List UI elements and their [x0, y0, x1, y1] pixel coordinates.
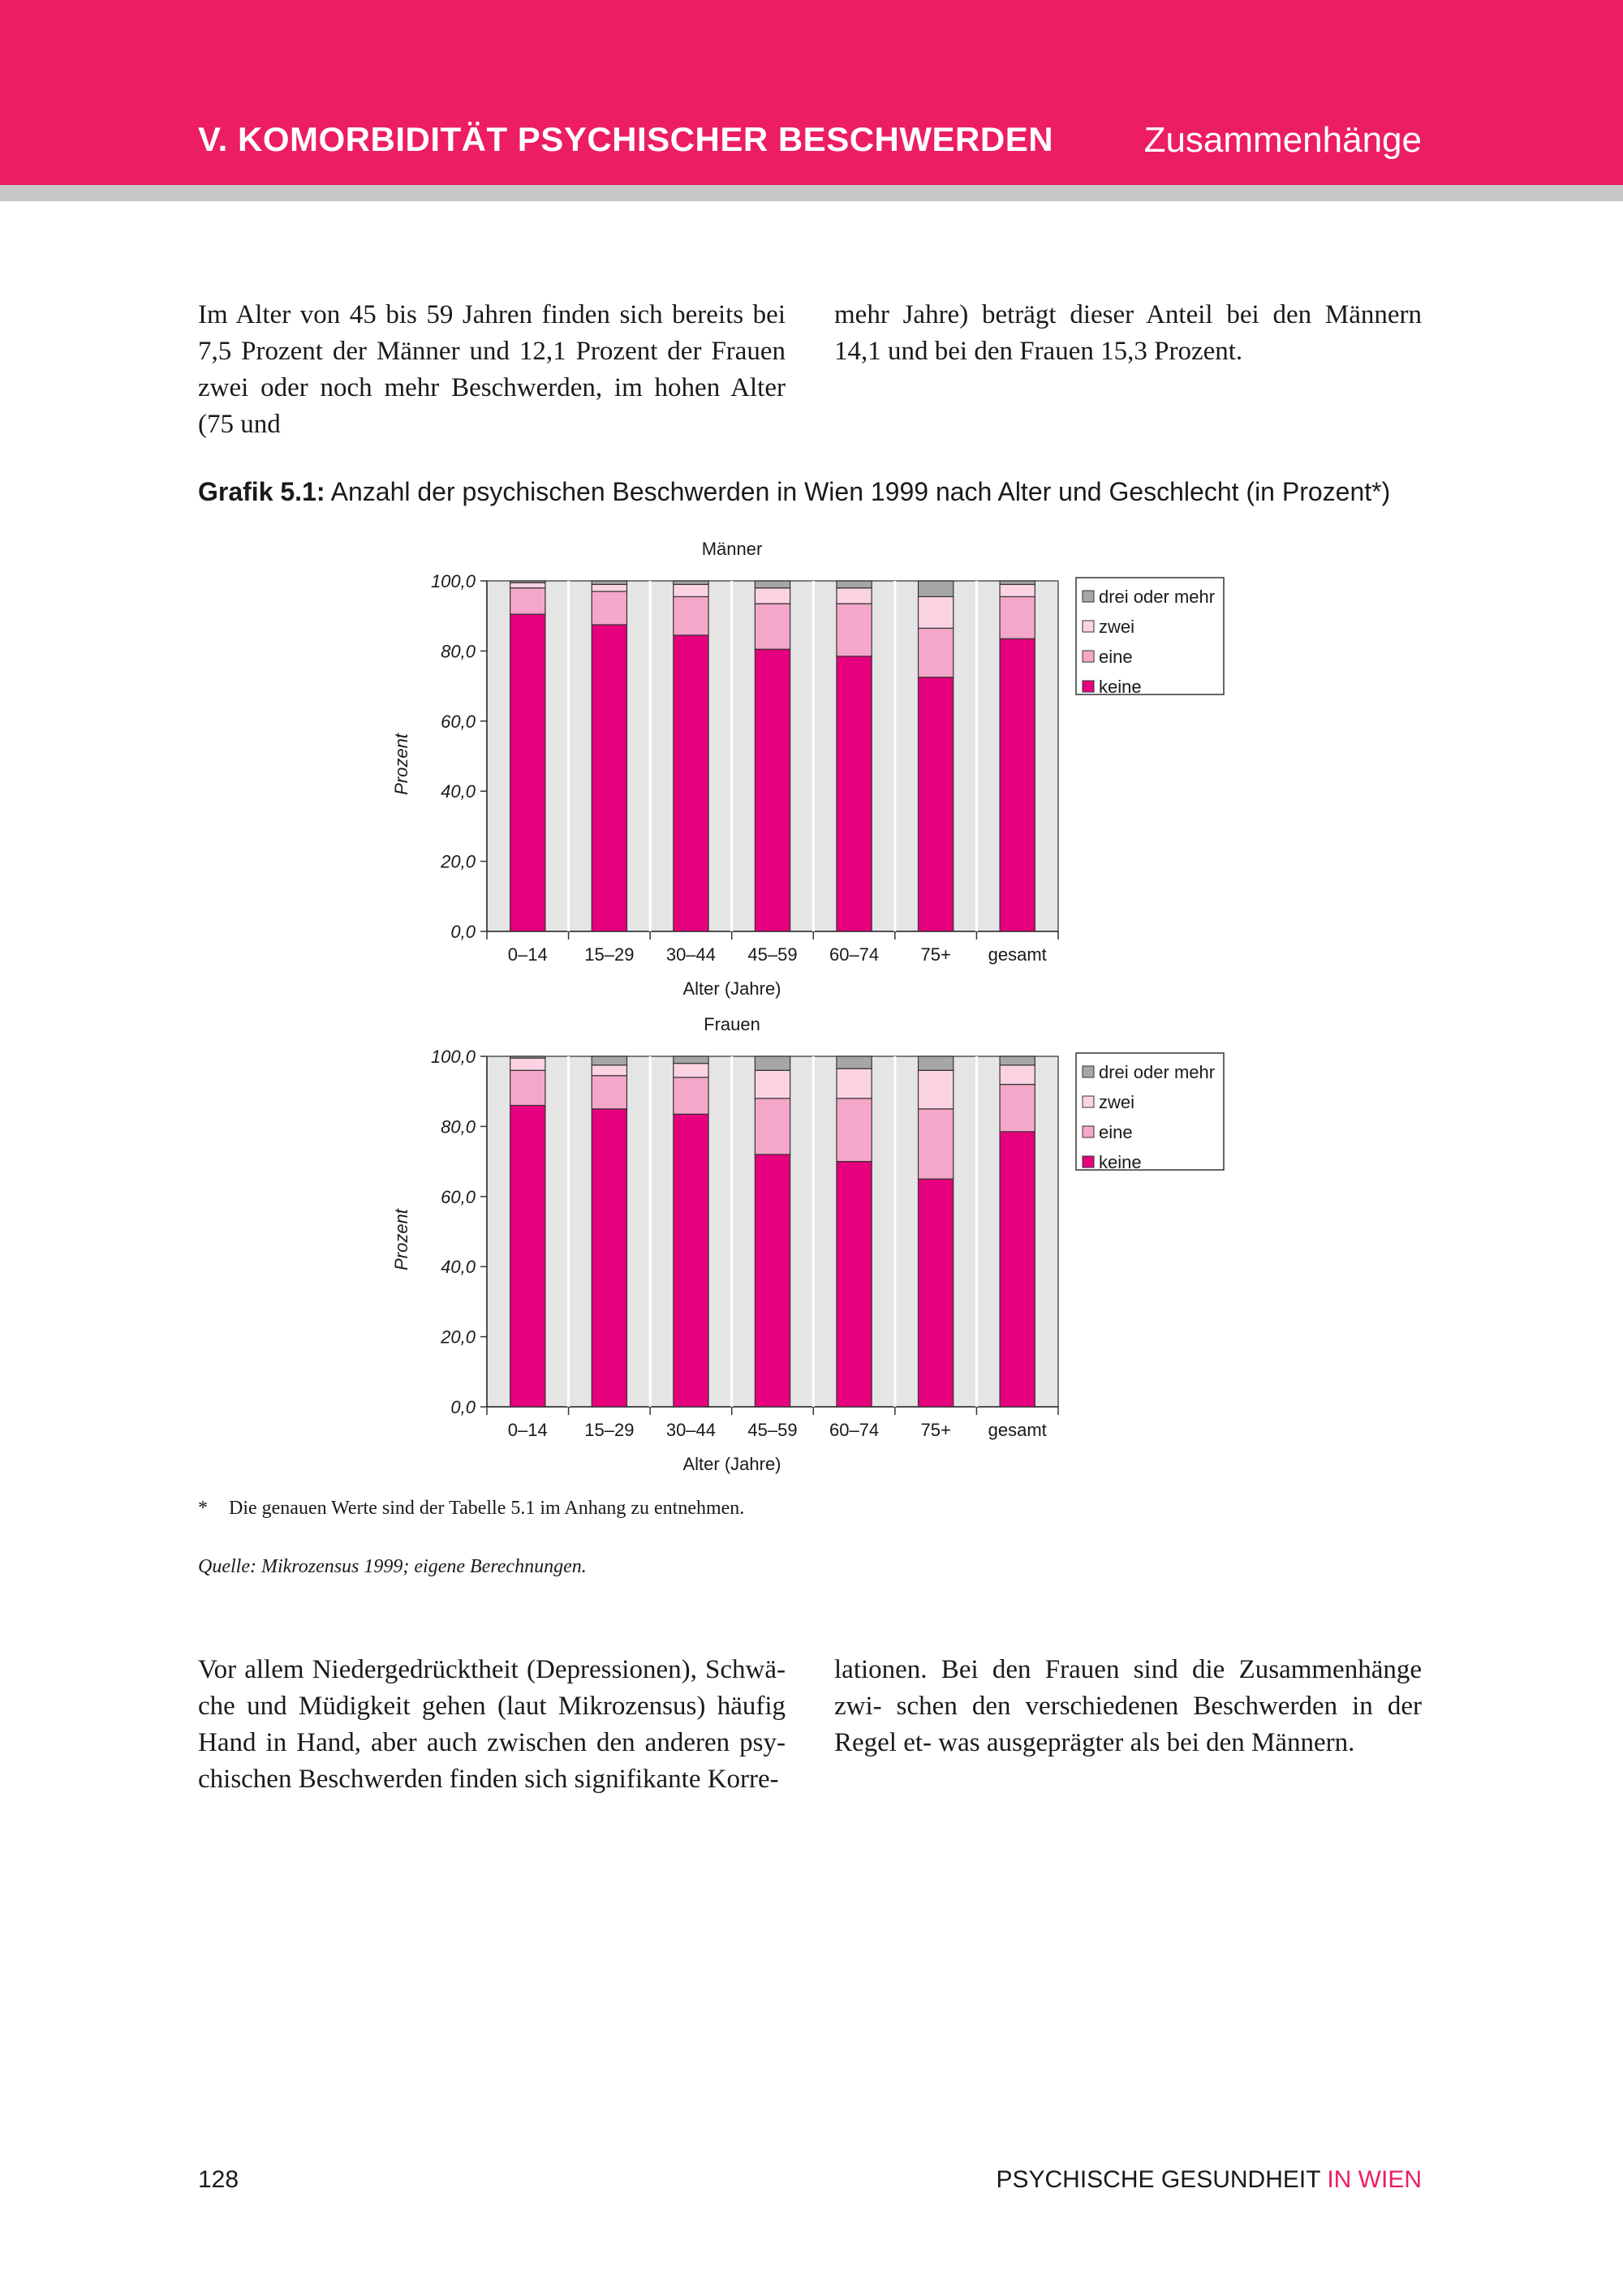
chart-1-bar-keine-6	[1000, 1132, 1035, 1407]
chart-1-bar-drei-oder-mehr-5	[919, 1056, 954, 1070]
chart-0-bar-zwei-1	[592, 584, 626, 591]
chart-1-bar-keine-0	[510, 1105, 545, 1407]
section-title: Zusammenhänge	[1143, 120, 1422, 160]
chart-1-bar-drei-oder-mehr-3	[755, 1056, 790, 1070]
chart-1-legend-label-0: drei oder mehr	[1099, 1062, 1216, 1082]
chart-1-bar-zwei-6	[1000, 1065, 1035, 1085]
chart-1-bar-keine-3	[755, 1154, 790, 1407]
chart-1-x-tick-label: gesamt	[988, 1420, 1047, 1440]
chart-1-bar-eine-1	[592, 1076, 626, 1109]
chart-1-bar-zwei-4	[837, 1068, 872, 1099]
chart-0-x-axis-label: Alter (Jahre)	[682, 978, 781, 999]
chart-1-bar-drei-oder-mehr-0	[510, 1056, 545, 1058]
chart-0-bar-drei-oder-mehr-4	[837, 581, 872, 588]
chart-1-bar-zwei-1	[592, 1065, 626, 1076]
closing-text-left: Vor allem Niedergedrücktheit (Depressionen), Schwä- che und Müdigkeit gehen (laut Mikrozensus) häufig Hand in Hand, aber auch zwischen den anderen psy- chischen Beschwerden finden sich signifikante Korre-	[198, 1655, 786, 1794]
chart-0-bar-zwei-0	[510, 583, 545, 587]
chart-0-bar-eine-2	[674, 596, 708, 635]
chart-0-x-tick-label: 30–44	[665, 944, 717, 965]
chart-1-legend-swatch-0	[1083, 1066, 1094, 1077]
chart-1-bar-keine-2	[674, 1114, 708, 1407]
chart-1-bar-drei-oder-mehr-4	[837, 1056, 872, 1068]
chart-1-bar-eine-0	[510, 1070, 545, 1105]
chart-1-x-tick-label: 60–74	[829, 1420, 880, 1440]
chart-1-y-tick-label: 100,0	[430, 1047, 476, 1067]
chart-0-bar-eine-6	[1000, 596, 1035, 638]
chart-1-title: Frauen	[704, 1014, 760, 1034]
chart-0-bar-drei-oder-mehr-0	[510, 581, 545, 583]
chapter-title: V. KOMORBIDITÄT PSYCHISCHER BESCHWERDEN	[198, 120, 1054, 158]
chart-1-y-axis-label: Prozent	[391, 1209, 411, 1271]
figure-title: Anzahl der psychischen Beschwerden in Wien 1999 nach Alter und Geschlecht (in Prozent*)	[330, 477, 1391, 506]
chart-0-bar-eine-3	[755, 604, 790, 649]
chart-1-bar-drei-oder-mehr-2	[674, 1056, 708, 1064]
chart-1-legend-label-2: eine	[1099, 1122, 1133, 1142]
chart-1-bar-keine-5	[919, 1179, 954, 1407]
chart-1-bar-eine-6	[1000, 1085, 1035, 1132]
chart-1-legend-label-1: zwei	[1099, 1092, 1135, 1112]
chart-0-title: Männer	[701, 539, 763, 559]
chart-0-legend-swatch-3	[1083, 681, 1094, 692]
chart-0-bar-eine-5	[919, 628, 954, 677]
chart-0-x-tick-label: 45–59	[747, 944, 798, 965]
chart-1-bar-zwei-2	[674, 1064, 708, 1077]
chart-0-y-tick-label: 80,0	[441, 641, 476, 662]
chart-0-y-tick-label: 100,0	[430, 571, 476, 591]
chart-0-x-tick-label: gesamt	[988, 944, 1047, 965]
closing-text-right: lationen. Bei den Frauen sind die Zusammenhänge zwi- schen den verschiedenen Beschwerden in der Regel et- was ausgeprägter als bei den Männern.	[834, 1655, 1422, 1757]
chart-1-x-tick-label: 45–59	[747, 1420, 798, 1440]
chart-0-bar-keine-3	[755, 649, 790, 931]
chart-1-bar-eine-5	[919, 1109, 954, 1179]
chart-1-y-tick-label: 0,0	[450, 1397, 476, 1417]
chart-1-bar-keine-1	[592, 1109, 626, 1407]
chart-1-x-tick-label: 30–44	[665, 1420, 717, 1440]
chart-1-x-tick-label: 0–14	[507, 1420, 548, 1440]
chart-1-x-tick-label: 15–29	[584, 1420, 635, 1440]
chart-0-bar-keine-2	[674, 635, 708, 931]
chart-1-y-tick-label: 20,0	[441, 1326, 476, 1348]
footnote-mark: *	[198, 1498, 208, 1519]
chart-0-bar-drei-oder-mehr-2	[674, 581, 708, 584]
chart-0-bar-keine-4	[837, 656, 872, 931]
intro-text-left: Im Alter von 45 bis 59 Jahren finden sich bereits bei 7,5 Prozent der Männer und 12,1 Prozent der Frauen zwei oder noch mehr Beschwerden, im hohen Alter (75 und	[198, 300, 786, 439]
chart-0-bar-eine-4	[837, 604, 872, 656]
chart-0-legend-label-0: drei oder mehr	[1099, 587, 1216, 607]
page-number: 128	[198, 2166, 239, 2193]
figure-source: Quelle: Mikrozensus 1999; eigene Berechnungen.	[198, 1556, 587, 1577]
chart-0-legend-swatch-0	[1083, 591, 1094, 602]
chart-0-y-tick-label: 40,0	[441, 781, 476, 802]
chart-1-legend-swatch-1	[1083, 1096, 1094, 1107]
chart-0-legend-label-1: zwei	[1099, 617, 1135, 637]
chart-1-bar-zwei-3	[755, 1070, 790, 1099]
chart-0-x-tick-label: 60–74	[829, 944, 880, 965]
chart-0-y-tick-label: 0,0	[450, 922, 476, 942]
chart-0-y-tick-label: 20,0	[441, 851, 476, 872]
chart-0-bar-drei-oder-mehr-1	[592, 581, 626, 584]
chart-1-bar-eine-3	[755, 1099, 790, 1154]
intro-text-right: mehr Jahre) beträgt dieser Anteil bei den Männern 14,1 und bei den Frauen 15,3 Prozent.	[834, 300, 1422, 366]
chart-0-y-tick-label: 60,0	[441, 711, 476, 732]
chart-1-bar-eine-4	[837, 1099, 872, 1162]
chart-1-bar-zwei-0	[510, 1058, 545, 1070]
chart-0-x-tick-label: 75+	[920, 944, 951, 965]
chart-0-bar-zwei-4	[837, 588, 872, 604]
chart-1-bar-drei-oder-mehr-1	[592, 1056, 626, 1065]
chart-0-bar-keine-0	[510, 614, 545, 931]
chart-0-bar-keine-6	[1000, 638, 1035, 931]
chart-0-bar-eine-1	[592, 591, 626, 625]
chart-1-bar-zwei-5	[919, 1070, 954, 1109]
chart-1-y-tick-label: 80,0	[441, 1116, 476, 1137]
footer-publication-title	[996, 2166, 1422, 2194]
chart-0-x-tick-label: 0–14	[507, 944, 548, 965]
chart-0-bar-zwei-2	[674, 584, 708, 596]
chart-0-legend-swatch-1	[1083, 621, 1094, 632]
chart-1-bar-drei-oder-mehr-6	[1000, 1056, 1035, 1065]
chart-1-y-tick-label: 60,0	[441, 1186, 476, 1207]
chart-0-legend-swatch-2	[1083, 651, 1094, 662]
chart-0-bar-eine-0	[510, 588, 545, 614]
chart-0-x-tick-label: 15–29	[584, 944, 635, 965]
chart-0-bar-zwei-6	[1000, 584, 1035, 596]
footer-title-accent: IN WIEN	[1327, 2166, 1422, 2193]
chart-0-legend-label-3: keine	[1099, 677, 1142, 697]
figure-label: Grafik 5.1:	[198, 477, 325, 506]
chart-0-bar-keine-1	[592, 625, 626, 931]
chart-0-bar-drei-oder-mehr-6	[1000, 581, 1035, 584]
chart-1-legend-swatch-2	[1083, 1126, 1094, 1137]
chart-1-x-axis-label: Alter (Jahre)	[682, 1454, 781, 1474]
chart-1-bar-eine-2	[674, 1077, 708, 1114]
figure-footnote	[198, 1498, 744, 1520]
chart-1-legend-label-3: keine	[1099, 1152, 1142, 1172]
chart-1-x-tick-label: 75+	[920, 1420, 951, 1440]
chart-0-bar-zwei-3	[755, 588, 790, 604]
footer-title-main: PSYCHISCHE GESUNDHEIT	[996, 2166, 1328, 2193]
chart-1-bar-keine-4	[837, 1162, 872, 1407]
chart-0-bar-drei-oder-mehr-3	[755, 581, 790, 588]
chart-0-bar-drei-oder-mehr-5	[919, 581, 954, 596]
chart-1-y-tick-label: 40,0	[441, 1257, 476, 1278]
chart-1-legend-swatch-3	[1083, 1156, 1094, 1167]
chart-0-bar-keine-5	[919, 677, 954, 931]
chart-0-legend-label-2: eine	[1099, 647, 1133, 667]
chart-0-bar-zwei-5	[919, 596, 954, 628]
footnote-text: Die genauen Werte sind der Tabelle 5.1 im Anhang zu entnehmen.	[229, 1498, 745, 1519]
chart-0-y-axis-label: Prozent	[391, 733, 411, 795]
